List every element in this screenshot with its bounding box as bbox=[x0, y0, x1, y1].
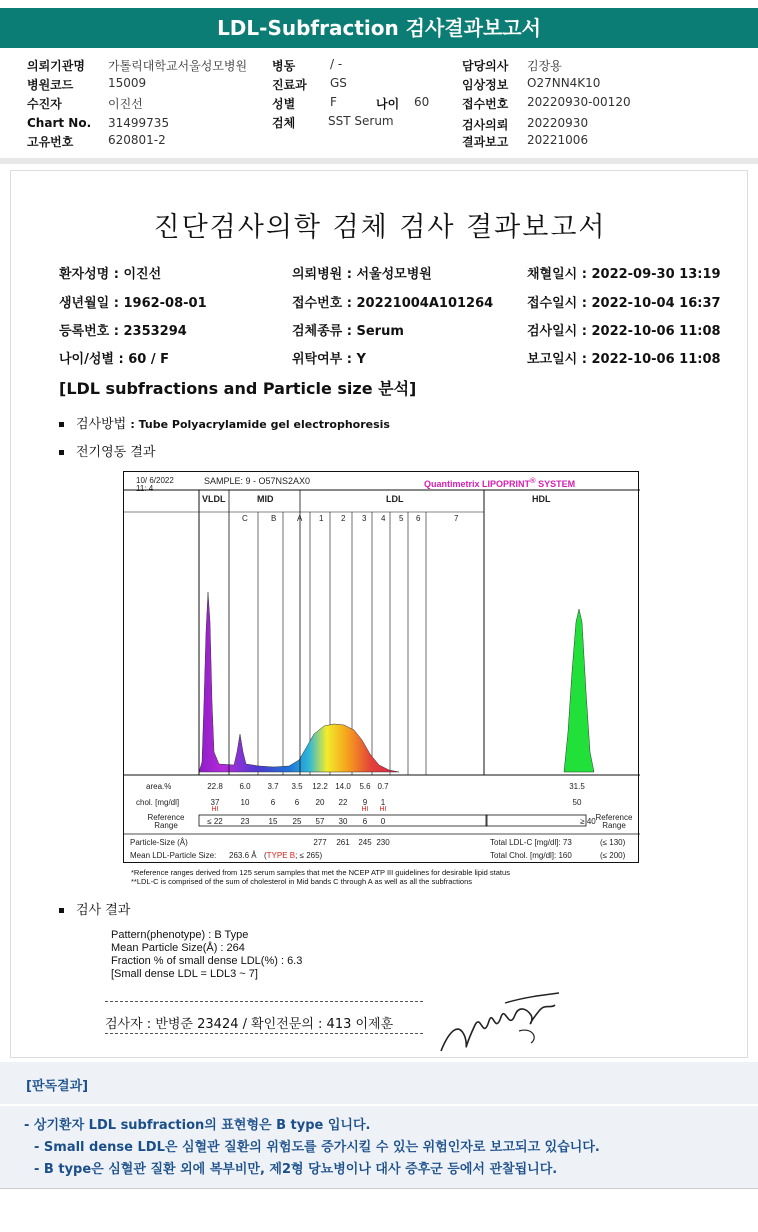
total-chol: Total Chol. [mg/dl]: 160 bbox=[490, 851, 572, 860]
method-label: 검사방법 bbox=[76, 417, 127, 432]
info-label: 수진자 bbox=[27, 97, 62, 111]
info-value: 20221006 bbox=[527, 133, 589, 147]
row-label-ref-right: Reference Range bbox=[595, 813, 633, 830]
type-ref: ≤ 265 bbox=[299, 851, 320, 860]
info-value: 김장용 bbox=[527, 59, 562, 73]
area-value: 5.6 bbox=[359, 782, 371, 791]
type-label: TYPE B bbox=[266, 851, 296, 860]
info-label: 접수번호 bbox=[462, 97, 509, 111]
report-title: 진단검사의학 검체 검사 결과보고서 bbox=[153, 212, 607, 243]
result-summary bbox=[111, 929, 302, 981]
report-field: 생년월일 : 1962-08-01 bbox=[59, 296, 207, 311]
info-value: 15009 bbox=[108, 76, 147, 90]
particle-size-value: 230 bbox=[376, 838, 390, 847]
particle-size-value: 277 bbox=[313, 838, 327, 847]
reference-value: 30 bbox=[338, 817, 348, 826]
area-value: 3.5 bbox=[291, 782, 303, 791]
info-value: 31499735 bbox=[108, 116, 170, 130]
report-field: 채혈일시 : 2022-09-30 13:19 bbox=[527, 267, 721, 282]
result-sdldl-def: [Small dense LDL = LDL3 ~ 7] bbox=[111, 968, 258, 980]
report-field: 검사일시 : 2022-10-06 11:08 bbox=[527, 324, 721, 339]
particle-size-value: 261 bbox=[336, 838, 350, 847]
result-pattern: Pattern(phenotype) : B Type bbox=[111, 929, 249, 941]
result-line bbox=[59, 899, 130, 918]
chol-value: 6 bbox=[294, 798, 300, 807]
signature-rule bbox=[105, 1001, 423, 1002]
method-line bbox=[59, 413, 390, 432]
reference-value: 15 bbox=[268, 817, 278, 826]
area-value: 22.8 bbox=[207, 782, 223, 791]
section-title: [LDL subfractions and Particle size 분석] bbox=[59, 379, 417, 398]
row-label-area: area.% bbox=[146, 782, 172, 791]
area-value: 12.2 bbox=[312, 782, 328, 791]
region-vldl: VLDL bbox=[202, 494, 226, 504]
reference-value: 6 bbox=[362, 817, 368, 826]
judgement-line: - B type은 심혈관 질환 외에 복부비만, 제2형 당뇨병이나 대사 증후군 등에서 관찰됩니다. bbox=[34, 1162, 558, 1177]
electro-label: 전기영동 결과 bbox=[76, 445, 156, 460]
result-fraction: Fraction % of small dense LDL(%) : 6.3 bbox=[111, 955, 303, 967]
chol-value: 1 bbox=[380, 798, 386, 807]
result-label: 검사 결과 bbox=[76, 903, 131, 918]
report-field: 등록번호 : 2353294 bbox=[59, 324, 187, 339]
bottom-rule bbox=[0, 1188, 758, 1189]
row-label-chol: chol. [mg/dl] bbox=[136, 798, 180, 807]
electro-line bbox=[59, 441, 155, 460]
region-mid: MID bbox=[257, 494, 274, 504]
judgement-line: - Small dense LDL은 심혈관 질환의 위험도를 증가시킬 수 있는 위험인자로 보고되고 있습니다. bbox=[34, 1140, 600, 1155]
info-value: F bbox=[330, 95, 337, 109]
info-label: 담당의사 bbox=[462, 59, 509, 73]
info-value: 20220930 bbox=[527, 116, 589, 130]
info-label: 나이 bbox=[376, 97, 400, 111]
reference-value: ≤ 22 bbox=[207, 817, 223, 826]
info-label: 의뢰기관명 bbox=[27, 59, 85, 73]
report-field: 접수일시 : 2022-10-04 16:37 bbox=[527, 296, 721, 311]
region-hdl: HDL bbox=[532, 494, 551, 504]
info-value: / - bbox=[330, 57, 343, 71]
info-label: 임상정보 bbox=[462, 78, 509, 92]
info-label: Chart No. bbox=[27, 116, 92, 130]
band-label: 7 bbox=[454, 514, 459, 523]
info-label: 성별 bbox=[272, 97, 296, 111]
signature-line: 검사자 : 반병준 23424 / 확인전문의 : 413 이제훈 bbox=[105, 1017, 394, 1032]
result-mean-size: Mean Particle Size(Å) : 264 bbox=[111, 942, 245, 954]
area-value: 0.7 bbox=[377, 782, 389, 791]
chol-value: 10 bbox=[240, 798, 250, 807]
row-label-mean: Mean LDL-Particle Size: bbox=[130, 851, 217, 860]
band-label: 4 bbox=[381, 514, 386, 523]
info-value: O27NN4K10 bbox=[527, 76, 601, 90]
total-ldl: Total LDL-C [mg/dl]: 73 bbox=[490, 838, 572, 847]
report-header-title: LDL-Subfraction 검사결과보고서 bbox=[0, 8, 758, 48]
row-label-particle: Particle-Size (Å) bbox=[130, 838, 188, 847]
info-value: 이진선 bbox=[108, 97, 143, 111]
area-value: 6.0 bbox=[239, 782, 251, 791]
chart-sample: SAMPLE: 9 - O57NS2AX0 bbox=[204, 476, 311, 486]
area-value: 31.5 bbox=[569, 782, 585, 791]
lipoprint-chart bbox=[123, 471, 639, 863]
region-ldl: LDL bbox=[386, 494, 404, 504]
handwritten-signature bbox=[435, 991, 565, 1061]
band-label: C bbox=[242, 514, 248, 523]
section-separator bbox=[0, 158, 758, 164]
judgement-block bbox=[0, 1106, 758, 1188]
row-label-ref: Reference Range bbox=[147, 813, 185, 830]
chart-brand-suffix: SYSTEM bbox=[538, 479, 576, 489]
report-field: 환자성명 : 이진선 bbox=[59, 267, 162, 282]
info-label: 고유번호 bbox=[27, 135, 74, 149]
report-field: 나이/성별 : 60 / F bbox=[59, 352, 170, 367]
chart-date: 10/ 6/2022 bbox=[136, 476, 174, 485]
report-field: 의뢰병원 : 서울성모병원 bbox=[292, 267, 432, 282]
hi-flag: HI bbox=[211, 806, 219, 813]
bullet-icon bbox=[59, 422, 64, 427]
chart-footnotes bbox=[131, 868, 510, 886]
info-label: 진료과 bbox=[272, 78, 307, 92]
info-label: 검사의뢰 bbox=[462, 118, 509, 132]
patient-info-block bbox=[0, 52, 758, 156]
info-value: SST Serum bbox=[328, 114, 394, 128]
judgement-line: - 상기환자 LDL subfraction의 표현형은 B type 입니다. bbox=[24, 1118, 371, 1133]
hi-flag: HI bbox=[361, 806, 369, 813]
chart-brand-name: Quantimetrix LIPOPRINT bbox=[424, 479, 531, 489]
info-label: 결과보고 bbox=[462, 135, 509, 149]
info-label: 병동 bbox=[272, 59, 296, 73]
footnote-2: **LDL-C is comprised of the sum of cholesterol in Mid bands C through A as well as all the subfractions bbox=[131, 877, 473, 886]
reference-value: 25 bbox=[292, 817, 302, 826]
info-value: 가톨릭대학교서울성모병원 bbox=[108, 59, 248, 73]
band-label: 5 bbox=[399, 514, 404, 523]
total-chol-ref: (≤ 200) bbox=[600, 851, 626, 860]
mean-particle-value: 263.6 Å bbox=[229, 851, 257, 860]
chol-value: 6 bbox=[270, 798, 276, 807]
report-field: 검체종류 : Serum bbox=[292, 324, 404, 339]
report-field: 위탁여부 : Y bbox=[292, 352, 366, 367]
type-group: (TYPE B; ≤ 265) bbox=[264, 851, 323, 860]
band-label: B bbox=[271, 514, 277, 523]
reference-value: 57 bbox=[315, 817, 325, 826]
band-label: 1 bbox=[319, 514, 324, 523]
info-value: 620801-2 bbox=[108, 133, 166, 147]
chol-value: 22 bbox=[338, 798, 348, 807]
chol-value: 50 bbox=[572, 798, 582, 807]
info-value: 20220930-00120 bbox=[527, 95, 631, 109]
report-field: 보고일시 : 2022-10-06 11:08 bbox=[527, 352, 721, 367]
hdl-curve bbox=[564, 609, 594, 772]
band-label: 2 bbox=[341, 514, 346, 523]
band-label: A bbox=[297, 514, 303, 523]
judgement-title: [판독결과] bbox=[0, 1062, 758, 1104]
area-value: 3.7 bbox=[267, 782, 279, 791]
info-value: GS bbox=[330, 76, 347, 90]
footnote-1: *Reference ranges derived from 125 serum samples that met the NCEP ATP III guidelines for desirable lipid status bbox=[131, 868, 510, 877]
band-label: 3 bbox=[362, 514, 367, 523]
report-field: 접수번호 : 20221004A101264 bbox=[292, 296, 494, 311]
area-value: 14.0 bbox=[335, 782, 351, 791]
chol-value: 37 bbox=[210, 798, 220, 807]
total-ldl-ref: (≤ 130) bbox=[600, 838, 626, 847]
reference-value: 23 bbox=[240, 817, 250, 826]
lab-report-document bbox=[10, 170, 748, 1058]
info-value: 60 bbox=[414, 95, 430, 109]
info-label: 검체 bbox=[272, 116, 296, 130]
info-label: 병원코드 bbox=[27, 78, 74, 92]
chart-time: 11: 4 bbox=[136, 484, 154, 493]
signature-rule bbox=[105, 1033, 423, 1034]
chol-value: 20 bbox=[315, 798, 325, 807]
reference-value: ≥ 40 bbox=[580, 817, 596, 826]
chart-brand: Quantimetrix LIPOPRINT® SYSTEM bbox=[424, 476, 576, 489]
chol-value: 9 bbox=[362, 798, 368, 807]
band-label: 6 bbox=[416, 514, 421, 523]
particle-size-value: 245 bbox=[358, 838, 372, 847]
bullet-icon bbox=[59, 450, 64, 455]
method-value: : Tube Polyacrylamide gel electrophoresis bbox=[130, 418, 390, 431]
hi-flag: HI bbox=[379, 806, 387, 813]
bullet-icon bbox=[59, 908, 64, 913]
reference-value: 0 bbox=[380, 817, 386, 826]
